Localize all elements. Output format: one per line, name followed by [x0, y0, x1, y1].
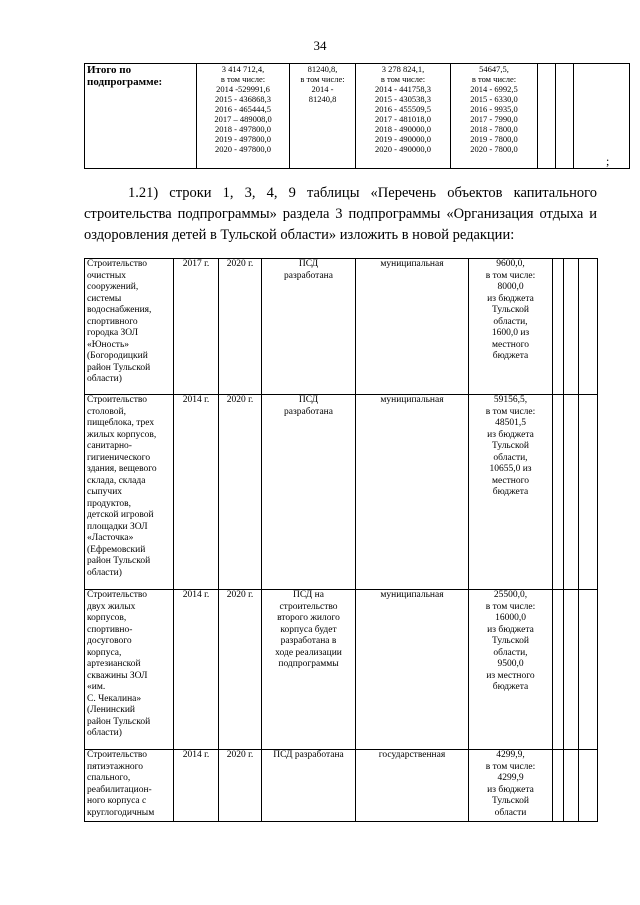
cell-line: 2014 - [311, 84, 334, 94]
psd-status-cell [262, 750, 356, 822]
object-name-cell [85, 750, 174, 822]
cell-line: пятиэтажного [87, 761, 144, 772]
cell-line: области, [493, 316, 528, 327]
cell-line: спортивно- [87, 624, 133, 635]
cell-line: Тульской [492, 305, 529, 315]
cell-line: в том числе: [485, 761, 536, 772]
cell-line: 48501,5 [495, 418, 526, 428]
cell-line: корпуса будет [280, 624, 337, 635]
cell-line: разработана [284, 270, 333, 281]
cell-line: из бюджета [487, 429, 534, 440]
cell-line: продуктов, [87, 498, 132, 509]
table-row [85, 750, 598, 822]
ownership-cell: государственная [356, 750, 469, 822]
psd-status-cell [262, 590, 356, 750]
cell-line: водоснабжения, [87, 305, 152, 315]
start-year-cell: 2017 г. [174, 259, 219, 395]
cell-line: 2016 - 455509,5 [375, 104, 431, 114]
cell-line: 9600,0, [496, 259, 525, 269]
table-row [85, 590, 598, 750]
object-name-cell [85, 590, 174, 750]
start-year-cell: 2014 г. [174, 750, 219, 822]
cell-line: 3 278 824,1, [381, 64, 425, 74]
cell-line: ПСД [298, 259, 319, 269]
cell-line: 2017 - 7990,0 [470, 114, 518, 124]
cell-line: корпуса, [87, 647, 122, 658]
empty-cell [579, 259, 598, 395]
summary-empty-cell [574, 64, 630, 169]
cell-line: в том числе: [471, 74, 517, 84]
cell-line: «Ласточка» [87, 533, 134, 543]
cell-line: 2016 - 465444,5 [215, 104, 271, 114]
cell-line: из бюджета [487, 784, 534, 795]
cell-line: Тульской [492, 796, 529, 806]
cell-line: Строительство [87, 395, 148, 405]
cell-line: местного [491, 475, 530, 486]
cell-line: район Тульской [87, 362, 151, 373]
end-year-cell: 2020 г. [219, 259, 262, 395]
cell-line: «Юность» [87, 339, 130, 350]
cell-line: в том числе: [220, 74, 266, 84]
cell-line: 9500,0 [497, 659, 524, 669]
cell-line: городка ЗОЛ [87, 328, 139, 338]
summary-local-col [451, 64, 538, 169]
table-row [85, 395, 598, 590]
cell-line: 59156,5, [493, 395, 528, 405]
cell-line: 54647,5, [479, 64, 509, 74]
cell-line: из бюджета [487, 624, 534, 635]
cell-line: (Ленинский [87, 705, 136, 715]
financing-cell [469, 590, 553, 750]
cell-line: 4299,9, [496, 750, 525, 760]
cell-line: 2015 - 436868,3 [215, 94, 271, 104]
cell-line: разработана [284, 406, 333, 417]
objects-table [84, 258, 598, 822]
empty-cell [564, 590, 579, 750]
cell-line: 2014 -529991,6 [216, 84, 270, 94]
cell-line: артезианской [87, 659, 141, 669]
semicolon: ; [606, 154, 610, 168]
amendment-paragraph: 1.21) строки 1, 3, 4, 9 таблицы «Перечень объектов капитального строительства подпрограммы» раздела 3 подпрограммы «Организация отдыха и оздоровления детей в Тульской области» изложить в новой редакции: [84, 185, 597, 243]
empty-cell [579, 395, 598, 590]
cell-line: Строительство [87, 750, 148, 760]
summary-regional-col [356, 64, 451, 169]
cell-line: бюджета [492, 351, 529, 361]
cell-line: 8000,0 [497, 282, 524, 292]
cell-line: корпусов, [87, 613, 127, 623]
cell-line: 2018 - 497800,0 [215, 124, 271, 134]
cell-line: С. Чекалина» [87, 693, 142, 704]
cell-line: сыпучих [87, 487, 123, 497]
object-name-cell [85, 395, 174, 590]
cell-line: строительство [279, 601, 338, 612]
end-year-cell: 2020 г. [219, 395, 262, 590]
summary-empty-cell [556, 64, 574, 169]
empty-cell [579, 750, 598, 822]
cell-line: области [494, 807, 527, 818]
empty-cell [553, 259, 564, 395]
cell-line: бюджета [492, 682, 529, 692]
summary-empty-cell [538, 64, 556, 169]
cell-line: жилых корпусов, [87, 429, 157, 440]
psd-status-cell [262, 259, 356, 395]
end-year-cell: 2020 г. [219, 590, 262, 750]
cell-line: 1600,0 из [491, 328, 530, 338]
ownership-cell: муниципальная [356, 590, 469, 750]
cell-line: площадки ЗОЛ [87, 521, 148, 532]
cell-line: 2020 - 7800,0 [470, 144, 518, 154]
cell-line: реабилитацион- [87, 784, 152, 795]
cell-line: Строительство [87, 590, 148, 600]
cell-line: ПСД на [293, 590, 324, 600]
cell-line: области) [87, 374, 122, 384]
cell-line: Тульской [492, 636, 529, 646]
cell-line: очистных [87, 270, 126, 281]
cell-line: 10655,0 из [489, 464, 532, 474]
cell-line: ходе реализации [275, 647, 342, 658]
cell-line: области, [493, 647, 528, 658]
end-year-cell: 2020 г. [219, 750, 262, 822]
cell-line: район Тульской [87, 556, 151, 566]
cell-line: круглогодичным [87, 807, 155, 818]
cell-line: 2015 - 6330,0 [470, 94, 518, 104]
financing-cell [469, 395, 553, 590]
cell-line: 2020 - 497800,0 [215, 144, 271, 154]
summary-total-col [197, 64, 290, 169]
empty-cell [553, 590, 564, 750]
cell-line: 2020 - 490000,0 [375, 144, 431, 154]
psd-status-cell [262, 395, 356, 590]
cell-line: скважины ЗОЛ [87, 670, 148, 681]
cell-line: 25500,0, [493, 590, 528, 600]
cell-line: «им. [87, 682, 106, 692]
cell-line: 2019 - 497800,0 [215, 134, 271, 144]
cell-line: 2014 - 6992,5 [470, 84, 518, 94]
cell-line: (Богородицкий [87, 351, 148, 361]
cell-line: здания, вещевого [87, 464, 157, 474]
cell-line: 2017 - 481018,0 [375, 114, 431, 124]
cell-line: ПСД разработана [273, 750, 344, 760]
financing-cell [469, 259, 553, 395]
financing-cell [469, 750, 553, 822]
cell-line: области) [87, 567, 122, 578]
cell-line: в том числе: [380, 74, 426, 84]
cell-line: в том числе: [485, 406, 536, 417]
cell-line: 81240,8, [307, 64, 338, 74]
cell-line: спортивного [87, 316, 138, 327]
cell-line: в том числе: [485, 601, 536, 612]
cell-line: 2018 - 490000,0 [375, 124, 431, 134]
cell-line: сооружений, [87, 282, 139, 292]
cell-line: из местного [486, 670, 535, 681]
empty-cell [579, 590, 598, 750]
cell-line: бюджета [492, 487, 529, 497]
empty-cell [564, 259, 579, 395]
cell-line: склада, склада [87, 475, 146, 486]
ownership-cell: муниципальная [356, 259, 469, 395]
cell-line: ПСД [298, 395, 319, 405]
cell-line: гигиенического [87, 452, 151, 463]
cell-line: ного корпуса с [87, 796, 147, 806]
empty-cell [564, 395, 579, 590]
cell-line: досугового [87, 636, 132, 646]
cell-line: 2019 - 7800,0 [470, 134, 518, 144]
cell-line: 4299,9 [497, 773, 524, 783]
cell-line: столовой, [87, 406, 126, 417]
cell-line: второго жилого [277, 613, 340, 623]
page-number: 34 [313, 38, 327, 53]
cell-line: район Тульской [87, 716, 151, 727]
cell-line: 2015 - 430538,3 [375, 94, 431, 104]
cell-line: пищеблока, трех [87, 418, 155, 428]
cell-line: 2019 - 490000,0 [375, 134, 431, 144]
cell-line: в том числе: [485, 270, 536, 281]
cell-line: местного [491, 339, 530, 350]
summary-label: Итого по подпрограмме: [85, 64, 197, 169]
cell-line: области, [493, 452, 528, 463]
cell-line: разработана в [280, 636, 337, 646]
cell-line: санитарно- [87, 441, 132, 451]
empty-cell [553, 750, 564, 822]
cell-line: 2014 - 441758,3 [375, 84, 431, 94]
cell-line: 2018 - 7800,0 [470, 124, 518, 134]
cell-line: области) [87, 728, 122, 738]
ownership-cell: муниципальная [356, 395, 469, 590]
start-year-cell: 2014 г. [174, 590, 219, 750]
summary-table [84, 63, 630, 169]
cell-line: 81240,8 [308, 94, 337, 104]
cell-line: двух жилых [87, 601, 136, 612]
cell-line: 16000,0 [495, 613, 526, 623]
cell-line: системы [87, 293, 122, 304]
cell-line: подпрограммы [278, 659, 339, 669]
empty-cell [553, 395, 564, 590]
cell-line: 2017 – 489008,0 [214, 114, 272, 124]
object-name-cell [85, 259, 174, 395]
cell-line: из бюджета [487, 293, 534, 304]
empty-cell [564, 750, 579, 822]
cell-line: (Ефремовский [87, 544, 146, 555]
cell-line: Строительство [87, 259, 148, 269]
cell-line: спального, [87, 773, 131, 783]
table-row [85, 259, 598, 395]
cell-line: Тульской [492, 441, 529, 451]
cell-line: 2016 - 9935,0 [470, 104, 518, 114]
cell-line: в том числе: [300, 74, 345, 84]
summary-federal-col [290, 64, 356, 169]
start-year-cell: 2014 г. [174, 395, 219, 590]
cell-line: 3 414 712,4, [221, 64, 265, 74]
cell-line: детской игровой [87, 510, 154, 520]
